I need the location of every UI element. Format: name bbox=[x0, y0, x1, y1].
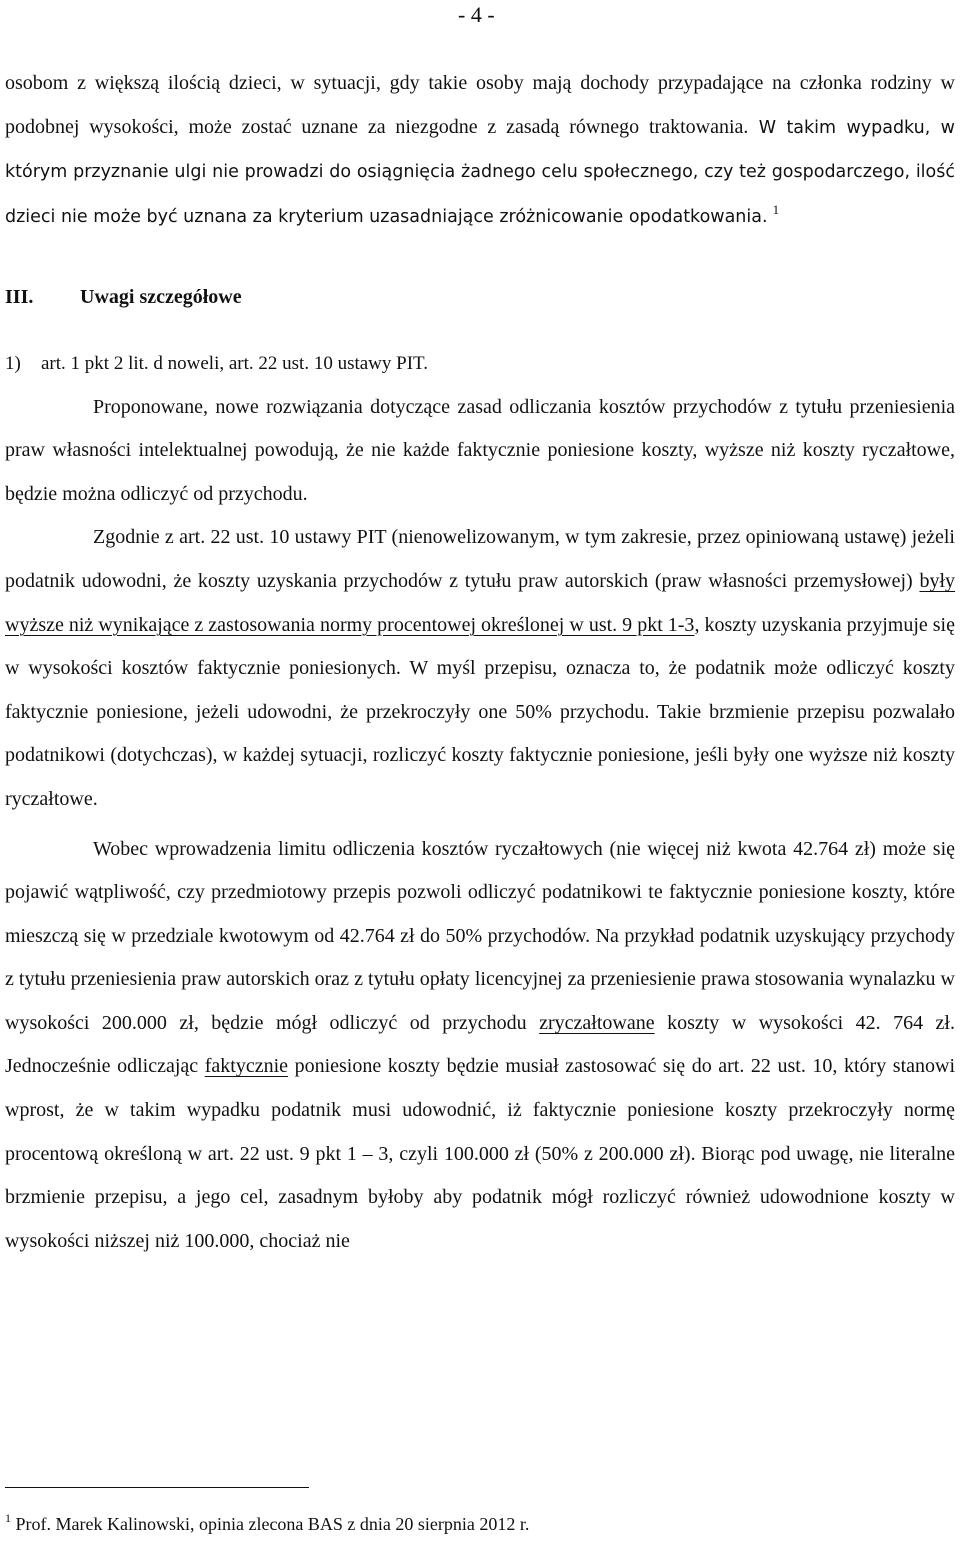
item-heading bbox=[5, 342, 955, 386]
intro-text-sans: W takim wypadku, w którym przyznanie ulgi nie prowadzi do osiągnięcia żadnego celu społecznego, czy też gospodarczego, ilość dzieci nie może być uznana za kryterium uzasadniające zróżnicowanie opodatkowania. bbox=[5, 117, 955, 227]
document-body bbox=[5, 62, 955, 1263]
paragraph-3-part-a: Wobec wprowadzenia limitu odliczenia kosztów ryczałtowych (nie więcej niż kwota 42.764 zł) może się pojawić wątpliwość, czy przedmiotowy przepis pozwoli odliczyć podatnikowi te faktycznie poniesione koszty, które mieszczą się w przedziale kwotowym od 42.764 zł do 50% przychodów. Na przykład podatnik uzyskujący przychody z tytułu przeniesienia praw autorskich oraz z tytułu opłaty licencyjnej za przeniesienie prawa stosowania wynalazku w wysokości 200.000 zł, będzie mógł odliczyć od przychodu bbox=[5, 837, 955, 1034]
paragraph-3-part-b: koszty w wysokości 42. 764 zł. Jednocześnie odliczając bbox=[5, 1011, 955, 1078]
footnote bbox=[5, 1511, 530, 1535]
section-number: III. bbox=[5, 286, 34, 309]
intro-text-serif: osobom z większą ilością dzieci, w sytuacji, gdy takie osoby mają dochody przypadające na członka rodziny w podobnej wysokości, może zostać uznane za niezgodne z zasadą równego traktowania. bbox=[5, 72, 955, 138]
paragraph-2 bbox=[5, 516, 955, 821]
section-heading bbox=[5, 276, 955, 320]
footnote-number: 1 bbox=[5, 1511, 11, 1525]
section-title: Uwagi szczegółowe bbox=[80, 286, 242, 309]
intro-paragraph bbox=[5, 62, 955, 239]
paragraph-3-part-c: poniesione koszty będzie musiał zastosować się do art. 22 ust. 10, który stanowi wprost, że w takim wypadku podatnik musi udowodnić, iż faktycznie poniesione koszty przekroczyły normę procentową określoną w art. 22 ust. 9 pkt 1 – 3, czyli 100.000 zł (50% z 200.000 zł). Biorąc pod uwagę, nie literalne brzmienie przepisu, a jego cel, zasadnym byłoby aby podatnik mógł rozliczyć również udowodnione koszty w wysokości niższej niż 100.000, chociaż nie bbox=[5, 1055, 956, 1252]
paragraph-2-part-a: Zgodnie z art. 22 ust. 10 ustawy PIT (nienowelizowanym, w tym zakresie, przez opiniowaną ustawę) jeżeli podatnik udowodni, że koszty uzyskania przychodów z tytułu praw autorskich (praw własności przemysłowej) bbox=[5, 526, 955, 592]
page-number: - 4 - bbox=[458, 2, 495, 27]
footnote-text: Prof. Marek Kalinowski, opinia zlecona BAS z dnia 20 sierpnia 2012 r. bbox=[11, 1514, 530, 1534]
paragraph-3-underlined-2: faktycznie bbox=[204, 1055, 288, 1078]
paragraph-1: Proponowane, nowe rozwiązania dotyczące zasad odliczania kosztów przychodów z tytułu przeniesienia praw własności intelektualnej powodują, że nie każde faktycznie poniesione koszty, wyższe niż koszty ryczałtowe, będzie można odliczyć od przychodu. bbox=[5, 395, 955, 505]
paragraph-3 bbox=[5, 828, 955, 1264]
item-number: 1) bbox=[5, 352, 21, 374]
paragraph-2-part-b: , koszty uzyskania przyjmuje się w wysokości kosztów faktycznie poniesionych. W myśl przepisu, oznacza to, że podatnik może odliczyć koszty faktycznie poniesione, jeżeli udowodni, że przekroczyły one 50% przychodu. Takie brzmienie przepisu pozwalało podatnikowi (dotychczas), w każdej sytuacji, rozliczyć koszty faktycznie poniesione, jeśli były one wyższe niż koszty ryczałtowe. bbox=[5, 613, 955, 810]
footnote-reference: 1 bbox=[772, 201, 780, 217]
item-text: art. 1 pkt 2 lit. d noweli, art. 22 ust. 10 ustawy PIT. bbox=[41, 352, 428, 374]
paragraph-3-underlined-1: zryczałtowane bbox=[539, 1011, 655, 1034]
paragraph-2-underlined: były wyższe niż wynikające z zastosowania normy procentowej określonej w ust. 9 pkt 1-3 bbox=[5, 569, 955, 636]
footnote-divider bbox=[5, 1487, 309, 1488]
